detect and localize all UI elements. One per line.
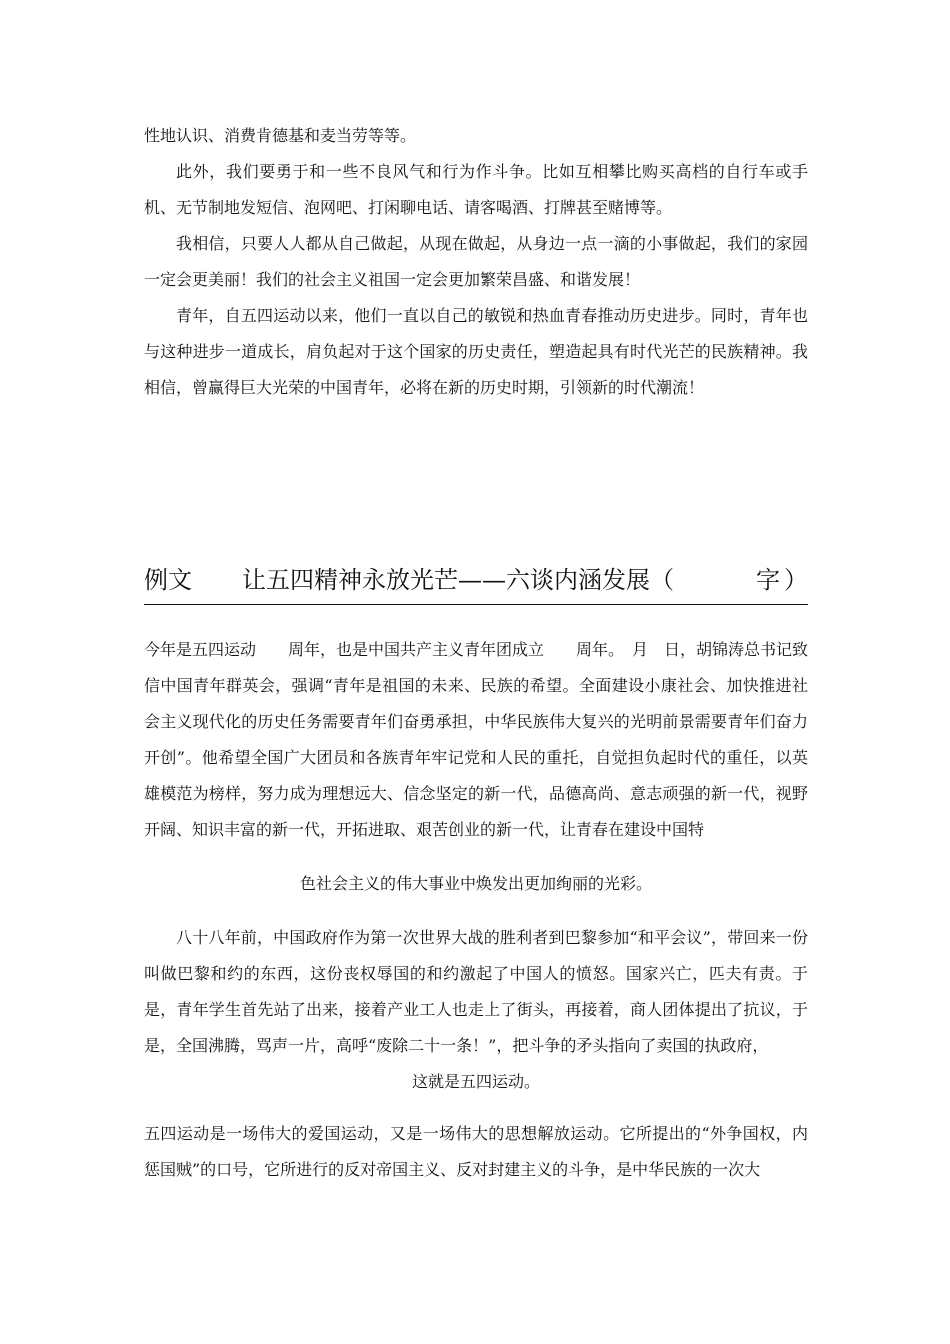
essay-paragraph-3: 五四运动是一场伟大的爱国运动，又是一场伟大的思想解放运动。它所提出的“外争国权，内惩国贼”的口号，它所进行的反对帝国主义、反对封建主义的斗争，是中华民族的一次大	[144, 1124, 808, 1179]
paragraph-start-from-self: 我相信，只要人人都从自己做起，从现在做起，从身边一点一滴的小事做起，我们的家园一定会更美丽！我们的社会主义祖国一定会更加繁荣昌盛、和谐发展！	[144, 234, 808, 289]
essay-paragraph-2: 八十八年前，中国政府作为第一次世界大战的胜利者到巴黎参加“和平会议”，带回来一份叫做巴黎和约的东西，这份丧权辱国的和约激起了中国人的愤怒。国家兴亡，匹夫有责。于是，青年学生首先站了出来，接着产业工人也走上了街头，再接着，商人团体提出了抗议，于是，全国沸腾，骂声一片，高呼“废除二十一条！”，把斗争的矛头指向了卖国的执政府，	[144, 928, 808, 1055]
heading-close-paren: ）	[784, 566, 808, 594]
paragraph-youth-conclusion: 青年，自五四运动以来，他们一直以自己的敏锐和热血青春推动历史进步。同时，青年也与这种进步一道成长，肩负起对于这个国家的历史责任，塑造起具有时代光芒的民族精神。我相信，曾赢得巨大光荣的中国青年，必将在新的历史时期，引领新的时代潮流！	[144, 306, 808, 397]
essay-paragraph-1-last-line: 色社会主义的伟大事业中焕发出更加绚丽的光彩。	[299, 874, 652, 893]
heading-word-count-unit: 字	[756, 566, 780, 594]
heading-title: 让五四精神永放光芒——六谈内涵发展（	[242, 566, 674, 594]
paragraph-continuation: 性地认识、消费肯德基和麦当劳等等。	[144, 126, 417, 145]
essay-heading	[144, 556, 808, 605]
essay-paragraph-2-last-line: 这就是五四运动。	[411, 1072, 540, 1091]
essay-paragraph-1: 今年是五四运动 周年，也是中国共产主义青年团成立 周年。 月 日，胡锦涛总书记致信中国青年群英会，强调“青年是祖国的未来、民族的希望。全面建设小康社会、加快推进社会主义现代化的历史任务需要青年们奋勇承担，中华民族伟大复兴的光明前景需要青年们奋力开创”。他希望全国广大团员和各族青年牢记党和人民的重托，自觉担负起时代的重任，以英雄模范为榜样，努力成为理想远大、信念坚定的新一代，品德高尚、意志顽强的新一代，视野开阔、知识丰富的新一代，开拓进取、艰苦创业的新一代，让青春在建设中国特	[144, 640, 809, 839]
heading-label: 例文	[144, 566, 192, 594]
paragraph-bad-habits: 此外，我们要勇于和一些不良风气和行为作斗争。比如互相攀比购买高档的自行车或手机、无节制地发短信、泡网吧、打闲聊电话、请客喝酒、打牌甚至赌博等。	[144, 162, 808, 217]
